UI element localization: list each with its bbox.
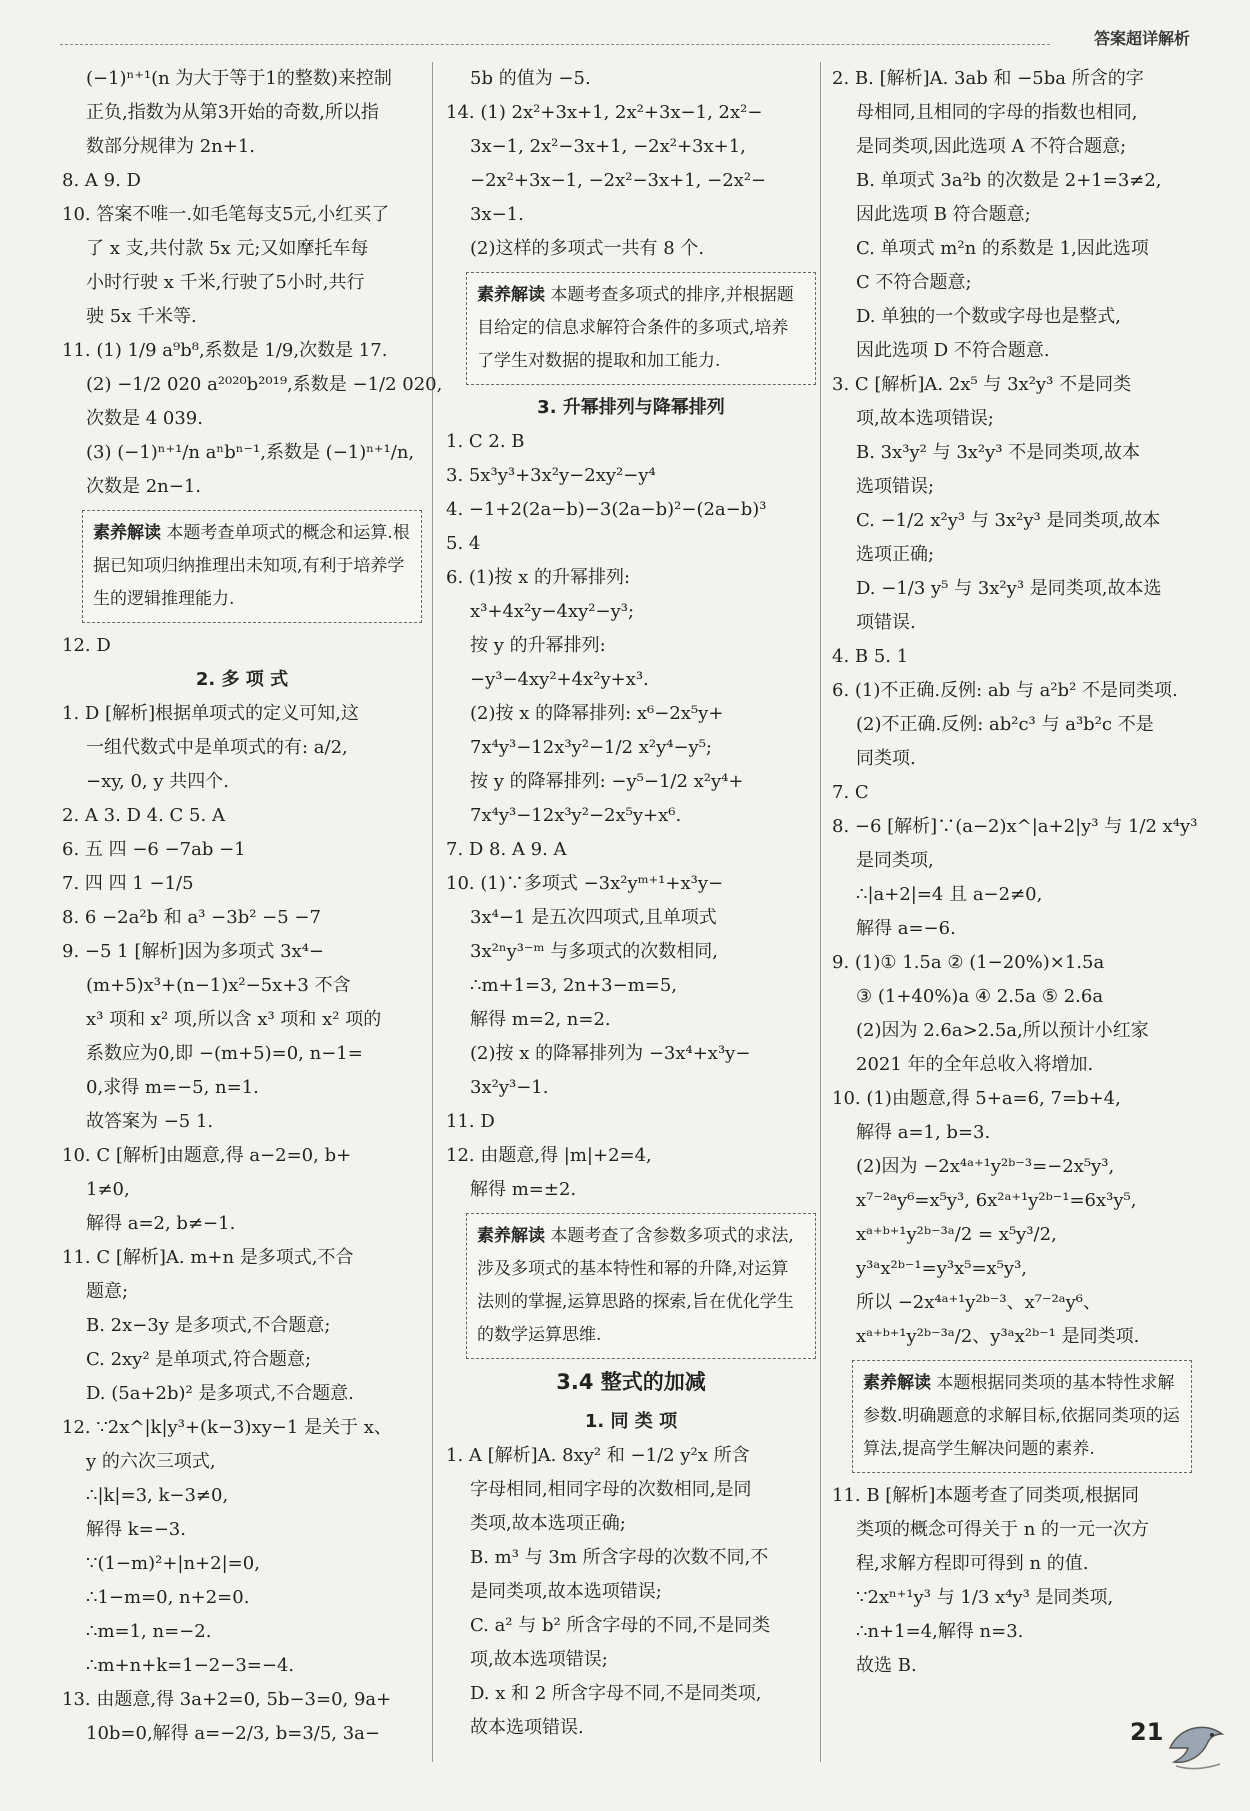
answer-line: 选项正确; (856, 544, 935, 565)
answer-line: 0,求得 m=−5, n=1. (86, 1077, 259, 1098)
answer-line: 9. −5 1 [解析]因为多项式 3x⁴− (62, 941, 324, 962)
answer-line: 7. 四 四 1 −1/5 (62, 873, 194, 894)
answer-line: ∴m=1, n=−2. (86, 1621, 212, 1642)
answer-line: 次数是 2n−1. (86, 476, 202, 497)
answer-line: 因此选项 B 符合题意; (856, 204, 1031, 225)
answer-line: 解得 k=−3. (86, 1519, 186, 1540)
answer-line: B. m³ 与 3m 所含字母的次数不同,不 (470, 1547, 769, 1568)
answer-line: 1≠0, (86, 1179, 130, 1200)
answer-line: 所以 −2x⁴ᵃ⁺¹y²ᵇ⁻³、x⁷⁻²ᵃy⁶、 (856, 1292, 1101, 1313)
answer-line: 解得 a=2, b≠−1. (86, 1213, 236, 1234)
answer-line: 题意; (86, 1281, 129, 1302)
answer-line: 12. 由题意,得 |m|+2=4, (446, 1145, 652, 1166)
answer-line: (2)按 x 的降幂排列: x⁶−2x⁵y+ (470, 703, 724, 724)
note-text: 本题考查单项式的概念和运算.根据已知项归纳推理出未知项,有利于培养学生的逻辑推理能力. (93, 523, 410, 609)
answer-line: 7x⁴y³−12x³y²−2x⁵y+x⁶. (470, 805, 682, 826)
section-heading: 2. 多 项 式 (195, 669, 289, 690)
answer-line: C. 2xy² 是单项式,符合题意; (86, 1349, 312, 1370)
answer-line: C 不符合题意; (856, 272, 972, 293)
answer-line: 小时行驶 x 千米,行驶了5小时,共行 (86, 272, 365, 293)
answer-line: 解得 m=2, n=2. (470, 1009, 611, 1030)
answer-line: 8. 6 −2a²b 和 a³ −3b² −5 −7 (62, 907, 321, 928)
answer-line: ∵(1−m)²+|n+2|=0, (86, 1553, 260, 1574)
answer-line: 项,故本选项错误; (856, 408, 994, 429)
answer-line: −y³−4xy²+4x²y+x³. (470, 669, 649, 690)
column-2 (446, 62, 816, 1745)
answer-line: 按 y 的降幂排列: −y⁵−1/2 x²y⁴+ (470, 771, 744, 792)
answer-line: 3x²ⁿy³⁻ᵐ 与多项式的次数相同, (470, 941, 718, 962)
answer-line: 故选 B. (856, 1655, 917, 1676)
literacy-note (82, 510, 422, 623)
answer-line: 6. (1)不正确.反例: ab 与 a²b² 不是同类项. (832, 680, 1178, 701)
literacy-note (466, 272, 816, 385)
answer-line: 1. D [解析]根据单项式的定义可知,这 (62, 703, 359, 724)
answer-line: y 的六次三项式, (86, 1451, 216, 1472)
answer-line: 12. D (62, 635, 111, 656)
chapter-heading: 3.4 整式的加减 (556, 1370, 706, 1394)
answer-line: 14. (1) 2x²+3x+1, 2x²+3x−1, 2x²− (446, 102, 763, 123)
answer-line: 项错误. (856, 612, 916, 633)
answer-line: (2) −1/2 020 a²⁰²⁰b²⁰¹⁹,系数是 −1/2 020, (86, 374, 443, 395)
answer-line: y³ᵃx²ᵇ⁻¹=y³x⁵=x⁵y³, (856, 1258, 1027, 1279)
note-tag: 素养解读 (93, 523, 161, 543)
answer-line: 次数是 4 039. (86, 408, 203, 429)
note-text: 本题根据同类项的基本特性求解参数.明确题意的求解目标,依据同类项的运算法,提高学生解决问题的素养. (863, 1373, 1180, 1459)
answer-line: x⁷⁻²ᵃy⁶=x⁵y³, 6x²ᵃ⁺¹y²ᵇ⁻¹=6x³y⁵, (856, 1190, 1137, 1211)
answer-line: 7. C (832, 782, 869, 803)
answer-line: 正负,指数为从第3开始的奇数,所以指 (86, 102, 379, 123)
answer-line: 13. 由题意,得 3a+2=0, 5b−3=0, 9a+ (62, 1689, 392, 1710)
answer-line: (3) (−1)ⁿ⁺¹/n aⁿbⁿ⁻¹,系数是 (−1)ⁿ⁺¹/n, (86, 442, 415, 463)
answer-line: B. 3x³y² 与 3x²y³ 不是同类项,故本 (856, 442, 1140, 463)
answer-line: 3. C [解析]A. 2x⁵ 与 3x²y³ 不是同类 (832, 374, 1132, 395)
answer-line: 9. (1)① 1.5a ② (1−20%)×1.5a (832, 952, 1105, 973)
literacy-note (466, 1213, 816, 1359)
answer-line: 系数应为0,即 −(m+5)=0, n−1= (86, 1043, 363, 1064)
answer-line: 7x⁴y³−12x³y²−1/2 x²y⁴−y⁵; (470, 737, 712, 758)
column-divider (820, 62, 821, 1762)
answer-line: 10b=0,解得 a=−2/3, b=3/5, 3a− (86, 1723, 380, 1744)
answer-line: 3x²y³−1. (470, 1077, 549, 1098)
answer-line: 5b 的值为 −5. (470, 68, 591, 89)
answer-line: ∴m+n+k=1−2−3=−4. (86, 1655, 295, 1676)
answer-line: 故答案为 −5 1. (86, 1111, 214, 1132)
answer-line: 2021 年的全年总收入将增加. (856, 1054, 1094, 1075)
answer-line: 解得 a=−6. (856, 918, 956, 939)
answer-line: 8. A 9. D (62, 170, 141, 191)
answer-line: 解得 a=1, b=3. (856, 1122, 991, 1143)
answer-line: 3. 5x³y³+3x²y−2xy²−y⁴ (446, 465, 656, 486)
answer-line: 程,求解方程即可得到 n 的值. (856, 1553, 1089, 1574)
answer-line: −2x²+3x−1, −2x²−3x+1, −2x²− (470, 170, 767, 191)
answer-line: 一组代数式中是单项式的有: a/2, (86, 737, 348, 758)
answer-line: (2)因为 2.6a>2.5a,所以预计小红家 (856, 1020, 1149, 1041)
answer-line: C. 单项式 m²n 的系数是 1,因此选项 (856, 238, 1149, 259)
answer-line: 2. B. [解析]A. 3ab 和 −5ba 所含的字 (832, 68, 1144, 89)
note-text: 本题考查了含参数多项式的求法,涉及多项式的基本特性和幂的升降,对运算法则的掌握,运算思路的探索,旨在优化学生的数学运算思维. (477, 1226, 794, 1345)
answer-line: 3x−1, 2x²−3x+1, −2x²+3x+1, (470, 136, 746, 157)
answer-line: 11. C [解析]A. m+n 是多项式,不合 (62, 1247, 354, 1268)
answer-line: B. 单项式 3a²b 的次数是 2+1=3≠2, (856, 170, 1162, 191)
answer-line: 6. 五 四 −6 −7ab −1 (62, 839, 246, 860)
column-3 (832, 62, 1198, 1683)
section-heading: 1. 同 类 项 (584, 1411, 678, 1432)
answer-line: ∴m+1=3, 2n+3−m=5, (470, 975, 678, 996)
answer-line: −xy, 0, y 共四个. (86, 771, 229, 792)
answer-line: D. x 和 2 所含字母不同,不是同类项, (470, 1683, 762, 1704)
answer-line: x³ 项和 x² 项,所以含 x³ 项和 x² 项的 (86, 1009, 382, 1030)
answer-line: xᵃ⁺ᵇ⁺¹y²ᵇ⁻³ᵃ/2、y³ᵃx²ᵇ⁻¹ 是同类项. (856, 1326, 1140, 1347)
answer-line: 类项的概念可得关于 n 的一元一次方 (856, 1519, 1150, 1540)
answer-line: 4. B 5. 1 (832, 646, 909, 667)
answer-line: 6. (1)按 x 的升幂排列: (446, 567, 631, 588)
note-tag: 素养解读 (477, 1226, 545, 1246)
answer-line: D. (5a+2b)² 是多项式,不合题意. (86, 1383, 354, 1404)
answer-line: ∵2xⁿ⁺¹y³ 与 1/3 x⁴y³ 是同类项, (856, 1587, 1114, 1608)
answer-line: 1. C 2. B (446, 431, 525, 452)
answer-line: 3x−1. (470, 204, 524, 225)
answer-line: 故本选项错误. (470, 1717, 584, 1738)
answer-line: 了 x 支,共付款 5x 元;又如摩托车每 (86, 238, 369, 259)
dolphin-icon (1162, 1708, 1232, 1778)
header-rule (60, 44, 1050, 45)
column-1 (62, 62, 443, 1751)
answer-line: 10. (1)由题意,得 5+a=6, 7=b+4, (832, 1088, 1121, 1109)
answer-line: 选项错误; (856, 476, 935, 497)
answer-line: 3x⁴−1 是五次四项式,且单项式 (470, 907, 717, 928)
note-text: 本题考查多项式的排序,并根据题目给定的信息求解符合条件的多项式,培养了学生对数据的提取和加工能力. (477, 285, 794, 371)
answer-line: x³+4x²y−4xy²−y³; (470, 601, 635, 622)
answer-line: 10. (1)∵多项式 −3x²yᵐ⁺¹+x³y− (446, 873, 724, 894)
answer-line: 2. A 3. D 4. C 5. A (62, 805, 225, 826)
column-divider (432, 62, 433, 1762)
answer-line: 8. −6 [解析]∵(a−2)x^|a+2|y³ 与 1/2 x⁴y³ (832, 816, 1198, 837)
answer-line: 驶 5x 千米等. (86, 306, 197, 327)
answer-line: 1. A [解析]A. 8xy² 和 −1/2 y²x 所含 (446, 1445, 750, 1466)
answer-line: 母相同,且相同的字母的指数也相同, (856, 102, 1138, 123)
answer-line: 项,故本选项错误; (470, 1649, 608, 1670)
answer-line: 5. 4 (446, 533, 481, 554)
answer-line: (2)这样的多项式一共有 8 个. (470, 238, 705, 259)
answer-line: (2)按 x 的降幂排列为 −3x⁴+x³y− (470, 1043, 751, 1064)
answer-line: 12. ∵2x^|k|y³+(k−3)xy−1 是关于 x、 (62, 1417, 392, 1438)
note-tag: 素养解读 (477, 285, 545, 305)
answer-line: ∴1−m=0, n+2=0. (86, 1587, 250, 1608)
answer-line: 10. 答案不唯一.如毛笔每支5元,小红买了 (62, 204, 390, 225)
answer-line: ∴n+1=4,解得 n=3. (856, 1621, 1024, 1642)
answer-line: (−1)ⁿ⁺¹(n 为大于等于1的整数)来控制 (86, 68, 392, 89)
answer-line: (2)不正确.反例: ab²c³ 与 a³b²c 不是 (856, 714, 1154, 735)
answer-line: C. −1/2 x²y³ 与 3x²y³ 是同类项,故本 (856, 510, 1161, 531)
answer-line: ∴|a+2|=4 且 a−2≠0, (856, 884, 1043, 905)
answer-line: 10. C [解析]由题意,得 a−2=0, b+ (62, 1145, 352, 1166)
answer-line: (m+5)x³+(n−1)x²−5x+3 不含 (86, 975, 351, 996)
answer-line: ∴|k|=3, k−3≠0, (86, 1485, 229, 1506)
answer-line: C. a² 与 b² 所含字母的不同,不是同类 (470, 1615, 771, 1636)
answer-line: 因此选项 D 不符合题意. (856, 340, 1050, 361)
answer-line: ③ (1+40%)a ④ 2.5a ⑤ 2.6a (856, 986, 1104, 1007)
header-title: 答案超详解析 (1093, 29, 1190, 48)
literacy-note (852, 1360, 1192, 1473)
answer-line: (2)因为 −2x⁴ᵃ⁺¹y²ᵇ⁻³=−2x⁵y³, (856, 1156, 1115, 1177)
answer-line: B. 2x−3y 是多项式,不合题意; (86, 1315, 331, 1336)
answer-line: 解得 m=±2. (470, 1179, 577, 1200)
answer-line: xᵃ⁺ᵇ⁺¹y²ᵇ⁻³ᵃ/2 = x⁵y³/2, (856, 1224, 1057, 1245)
note-tag: 素养解读 (863, 1373, 931, 1393)
answer-line: D. 单独的一个数或字母也是整式, (856, 306, 1121, 327)
answer-line: 7. D 8. A 9. A (446, 839, 567, 860)
answer-line: 数部分规律为 2n+1. (86, 136, 256, 157)
answer-line: 类项,故本选项正确; (470, 1513, 626, 1534)
section-heading: 3. 升幂排列与降幂排列 (537, 397, 725, 418)
answer-line: 11. D (446, 1111, 495, 1132)
answer-line: 按 y 的升幂排列: (470, 635, 606, 656)
answer-line: 11. B [解析]本题考查了同类项,根据同 (832, 1485, 1140, 1506)
answer-line: D. −1/3 y⁵ 与 3x²y³ 是同类项,故本选 (856, 578, 1162, 599)
page-number: 21 (1130, 1718, 1164, 1746)
answer-line: 是同类项,因此选项 A 不符合题意; (856, 136, 1127, 157)
answer-line: 是同类项, (856, 850, 934, 871)
answer-line: 11. (1) 1/9 a⁹b⁸,系数是 1/9,次数是 17. (62, 340, 388, 361)
answer-line: 4. −1+2(2a−b)−3(2a−b)²−(2a−b)³ (446, 499, 767, 520)
answer-line: 同类项. (856, 748, 916, 769)
answer-line: 字母相同,相同字母的次数相同,是同 (470, 1479, 752, 1500)
answer-line: 是同类项,故本选项错误; (470, 1581, 662, 1602)
